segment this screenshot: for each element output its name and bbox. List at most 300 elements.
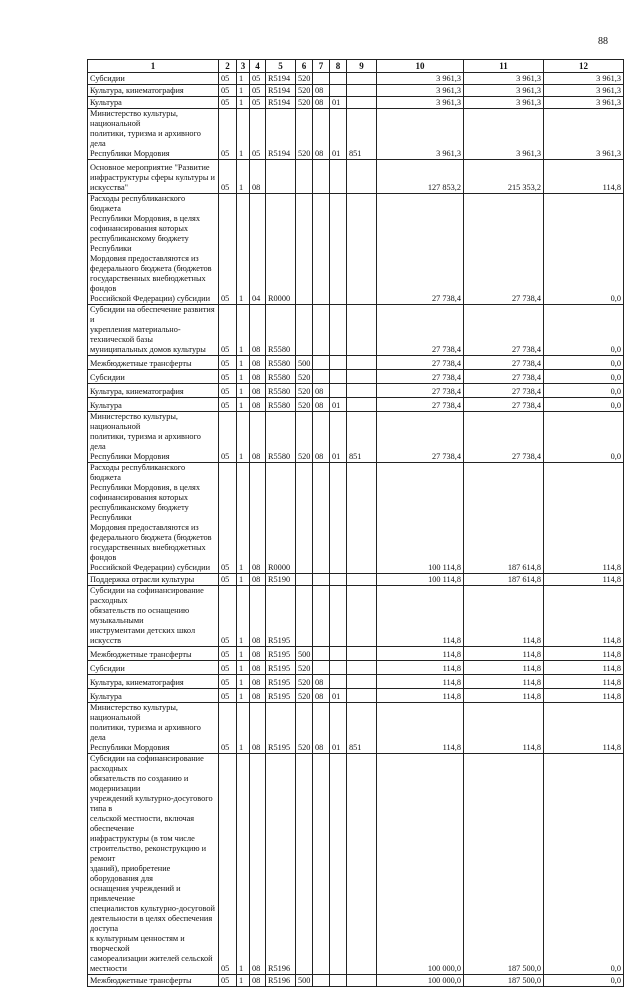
code-cell: 500 <box>296 356 313 370</box>
code-cell <box>296 754 313 975</box>
code-cell: 1 <box>237 703 250 754</box>
code-cell <box>330 384 347 398</box>
code-cell: 1 <box>237 398 250 412</box>
table-row <box>88 586 624 647</box>
code-cell: 05 <box>219 463 237 574</box>
row-name-line: Культура, кинематография <box>90 678 184 687</box>
code-cell: 08 <box>313 412 330 463</box>
code-cell <box>347 754 377 975</box>
table-row <box>88 574 624 586</box>
amount-cell: 27 738,4 <box>464 356 544 370</box>
amount-cell: 114,8 <box>464 703 544 754</box>
code-cell <box>347 160 377 194</box>
code-cell: 1 <box>237 194 250 305</box>
code-cell: R5195 <box>266 586 296 647</box>
code-cell: 520 <box>296 73 313 85</box>
amount-cell: 100 114,8 <box>377 463 464 574</box>
code-cell <box>347 661 377 675</box>
code-cell <box>330 73 347 85</box>
row-name-line: государственных внебюджетных фондов <box>90 274 206 293</box>
code-cell <box>330 975 347 987</box>
code-cell: 851 <box>347 703 377 754</box>
code-cell: 05 <box>250 73 266 85</box>
table-row <box>88 754 624 975</box>
code-cell: R5195 <box>266 675 296 689</box>
table-row <box>88 160 624 194</box>
row-name <box>88 398 219 412</box>
row-name-line: Межбюджетные трансферты <box>90 976 192 985</box>
code-cell <box>330 463 347 574</box>
code-cell: 08 <box>250 398 266 412</box>
code-cell: 08 <box>250 754 266 975</box>
code-cell: 1 <box>237 109 250 160</box>
code-cell <box>347 675 377 689</box>
row-name-line: инфраструктуры сферы культуры и <box>90 173 215 182</box>
amount-cell: 3 961,3 <box>544 85 624 97</box>
row-name-line: Субсидии <box>90 664 125 673</box>
row-name-line: государственных внебюджетных фондов <box>90 543 206 562</box>
table-body <box>88 73 624 987</box>
code-cell: 01 <box>330 97 347 109</box>
code-cell: 05 <box>219 675 237 689</box>
row-name-line: Республики Мордовия <box>90 149 170 158</box>
amount-cell: 27 738,4 <box>377 412 464 463</box>
code-cell <box>296 586 313 647</box>
column-header: 1 <box>88 60 219 73</box>
row-name <box>88 109 219 160</box>
row-name-line: муниципальных домов культуры <box>90 345 206 354</box>
code-cell <box>313 305 330 356</box>
code-cell: 1 <box>237 675 250 689</box>
row-name-line: местности <box>90 964 127 973</box>
row-name-line: Республики Мордовия, в целях <box>90 214 200 223</box>
code-cell <box>296 305 313 356</box>
header-row <box>88 60 624 73</box>
table-row <box>88 675 624 689</box>
amount-cell: 3 961,3 <box>544 109 624 160</box>
code-cell: 1 <box>237 975 250 987</box>
code-cell: 05 <box>219 97 237 109</box>
code-cell: 1 <box>237 412 250 463</box>
row-name-line: обязательств по созданию и модернизации <box>90 774 189 793</box>
code-cell: 520 <box>296 675 313 689</box>
row-name <box>88 463 219 574</box>
code-cell: 08 <box>250 586 266 647</box>
row-name-line: строительство, реконструкцию и ремонт <box>90 844 207 863</box>
code-cell: 851 <box>347 412 377 463</box>
column-header: 11 <box>464 60 544 73</box>
code-cell: 05 <box>219 574 237 586</box>
code-cell <box>347 975 377 987</box>
amount-cell: 0,0 <box>544 305 624 356</box>
code-cell: 05 <box>219 194 237 305</box>
amount-cell: 114,8 <box>464 586 544 647</box>
code-cell: 05 <box>219 661 237 675</box>
code-cell <box>313 370 330 384</box>
row-name-line: Расходы республиканского бюджета <box>90 194 186 213</box>
row-name-line: Субсидии на софинансирование расходных <box>90 754 204 773</box>
column-header: 8 <box>330 60 347 73</box>
table-row <box>88 975 624 987</box>
code-cell: 01 <box>330 689 347 703</box>
code-cell: 08 <box>250 975 266 987</box>
amount-cell: 114,8 <box>464 675 544 689</box>
code-cell: 1 <box>237 574 250 586</box>
row-name-line: Поддержка отрасли культуры <box>90 575 195 584</box>
amount-cell: 114,8 <box>377 647 464 661</box>
amount-cell: 0,0 <box>544 412 624 463</box>
amount-cell: 27 738,4 <box>377 194 464 305</box>
code-cell: 520 <box>296 97 313 109</box>
code-cell <box>347 85 377 97</box>
amount-cell: 27 738,4 <box>464 194 544 305</box>
row-name-line: деятельности в целях обеспечения доступа <box>90 914 213 933</box>
table-row <box>88 370 624 384</box>
row-name-line: Культура <box>90 98 122 107</box>
row-name <box>88 194 219 305</box>
row-name <box>88 703 219 754</box>
amount-cell: 27 738,4 <box>377 398 464 412</box>
row-name <box>88 661 219 675</box>
amount-cell: 114,8 <box>544 647 624 661</box>
code-cell: 01 <box>330 703 347 754</box>
amount-cell: 27 738,4 <box>464 412 544 463</box>
row-name <box>88 370 219 384</box>
row-name <box>88 356 219 370</box>
code-cell: R5196 <box>266 754 296 975</box>
code-cell: 520 <box>296 689 313 703</box>
row-name-line: федерального бюджета (бюджетов <box>90 264 212 273</box>
row-name-line: Российской Федерации) субсидии <box>90 294 211 303</box>
amount-cell: 100 000,0 <box>377 754 464 975</box>
code-cell <box>347 73 377 85</box>
code-cell: R5194 <box>266 85 296 97</box>
code-cell: 05 <box>219 689 237 703</box>
row-name-line: специалистов культурно-досуговой <box>90 904 215 913</box>
code-cell: 08 <box>250 689 266 703</box>
code-cell: 851 <box>347 109 377 160</box>
amount-cell: 187 500,0 <box>464 975 544 987</box>
row-name <box>88 647 219 661</box>
amount-cell: 0,0 <box>544 356 624 370</box>
code-cell: 05 <box>219 703 237 754</box>
column-header: 4 <box>250 60 266 73</box>
amount-cell: 127 853,2 <box>377 160 464 194</box>
code-cell: 1 <box>237 384 250 398</box>
code-cell <box>330 661 347 675</box>
table-row <box>88 384 624 398</box>
row-name-line: самореализации жителей сельской <box>90 954 213 963</box>
code-cell: 08 <box>313 703 330 754</box>
code-cell <box>313 194 330 305</box>
code-cell: 08 <box>313 109 330 160</box>
row-name-line: республиканскому бюджету Республики <box>90 234 189 253</box>
code-cell: 08 <box>250 412 266 463</box>
code-cell <box>313 356 330 370</box>
amount-cell: 3 961,3 <box>377 97 464 109</box>
amount-cell: 3 961,3 <box>377 109 464 160</box>
code-cell <box>313 647 330 661</box>
code-cell: R5580 <box>266 384 296 398</box>
amount-cell: 27 738,4 <box>464 398 544 412</box>
code-cell <box>330 675 347 689</box>
code-cell: 08 <box>250 160 266 194</box>
code-cell: 05 <box>250 97 266 109</box>
row-name-line: Республики Мордовия <box>90 743 170 752</box>
amount-cell: 114,8 <box>544 661 624 675</box>
code-cell: 05 <box>219 754 237 975</box>
code-cell: 04 <box>250 194 266 305</box>
table-row <box>88 356 624 370</box>
row-name-line: Основное мероприятие "Развитие <box>90 163 210 172</box>
row-name-line: Республики Мордовия, в целях <box>90 483 200 492</box>
code-cell: 05 <box>219 398 237 412</box>
code-cell: 08 <box>250 356 266 370</box>
row-name-line: Культура <box>90 692 122 701</box>
row-name-line: Министерство культуры, национальной <box>90 703 178 722</box>
row-name-line: политики, туризма и архивного дела <box>90 129 201 148</box>
row-name <box>88 73 219 85</box>
amount-cell: 3 961,3 <box>464 85 544 97</box>
row-name-line: Межбюджетные трансферты <box>90 650 192 659</box>
column-header: 7 <box>313 60 330 73</box>
code-cell: 520 <box>296 370 313 384</box>
code-cell <box>347 370 377 384</box>
row-name-line: зданий), приобретение оборудования для <box>90 864 171 883</box>
code-cell <box>347 384 377 398</box>
code-cell: 08 <box>250 370 266 384</box>
amount-cell: 27 738,4 <box>464 305 544 356</box>
table-row <box>88 661 624 675</box>
code-cell: 520 <box>296 703 313 754</box>
code-cell: 500 <box>296 975 313 987</box>
code-cell <box>347 356 377 370</box>
amount-cell: 3 961,3 <box>464 97 544 109</box>
code-cell <box>296 194 313 305</box>
code-cell <box>313 754 330 975</box>
code-cell <box>266 160 296 194</box>
amount-cell: 114,8 <box>377 675 464 689</box>
code-cell <box>347 463 377 574</box>
row-name-line: Субсидии <box>90 74 125 83</box>
code-cell <box>330 356 347 370</box>
table-row <box>88 73 624 85</box>
code-cell: 1 <box>237 305 250 356</box>
code-cell <box>330 85 347 97</box>
code-cell: R5190 <box>266 574 296 586</box>
code-cell <box>313 574 330 586</box>
table-row <box>88 463 624 574</box>
code-cell: 520 <box>296 384 313 398</box>
amount-cell: 0,0 <box>544 384 624 398</box>
code-cell: 520 <box>296 398 313 412</box>
amount-cell: 114,8 <box>544 703 624 754</box>
code-cell <box>330 586 347 647</box>
code-cell: R5580 <box>266 305 296 356</box>
row-name-line: Субсидии на обеспечение развития и <box>90 305 215 324</box>
code-cell: R5580 <box>266 356 296 370</box>
row-name-line: Республики Мордовия <box>90 452 170 461</box>
amount-cell: 114,8 <box>377 586 464 647</box>
row-name-line: оснащения учреждений и привлечение <box>90 884 181 903</box>
amount-cell: 114,8 <box>544 675 624 689</box>
table-row <box>88 109 624 160</box>
code-cell <box>313 160 330 194</box>
amount-cell: 3 961,3 <box>377 85 464 97</box>
code-cell <box>330 370 347 384</box>
code-cell: 08 <box>313 97 330 109</box>
code-cell <box>347 574 377 586</box>
amount-cell: 3 961,3 <box>464 109 544 160</box>
row-name-line: Министерство культуры, национальной <box>90 109 178 128</box>
column-header: 3 <box>237 60 250 73</box>
code-cell: 1 <box>237 586 250 647</box>
code-cell: 08 <box>250 384 266 398</box>
code-cell: 08 <box>313 85 330 97</box>
amount-cell: 187 500,0 <box>464 754 544 975</box>
code-cell: R5194 <box>266 97 296 109</box>
code-cell: 1 <box>237 73 250 85</box>
row-name <box>88 160 219 194</box>
code-cell <box>347 689 377 703</box>
amount-cell: 187 614,8 <box>464 463 544 574</box>
amount-cell: 3 961,3 <box>464 73 544 85</box>
amount-cell: 114,8 <box>464 647 544 661</box>
amount-cell: 3 961,3 <box>377 73 464 85</box>
code-cell: 08 <box>313 689 330 703</box>
code-cell: R5195 <box>266 661 296 675</box>
row-name-line: искусства" <box>90 183 129 192</box>
amount-cell: 215 353,2 <box>464 160 544 194</box>
code-cell: 520 <box>296 661 313 675</box>
row-name <box>88 412 219 463</box>
amount-cell: 114,8 <box>544 160 624 194</box>
code-cell: 05 <box>219 384 237 398</box>
table-row <box>88 398 624 412</box>
row-name-line: к культурным ценностям и творческой <box>90 934 185 953</box>
code-cell <box>330 574 347 586</box>
amount-cell: 114,8 <box>464 661 544 675</box>
column-header: 6 <box>296 60 313 73</box>
amount-cell: 100 000,0 <box>377 975 464 987</box>
code-cell <box>313 586 330 647</box>
code-cell: 05 <box>219 647 237 661</box>
amount-cell: 27 738,4 <box>377 370 464 384</box>
code-cell: 1 <box>237 85 250 97</box>
row-name <box>88 97 219 109</box>
row-name <box>88 754 219 975</box>
row-name-line: Министерство культуры, национальной <box>90 412 178 431</box>
code-cell: 1 <box>237 647 250 661</box>
code-cell <box>313 975 330 987</box>
row-name-line: инструментами детских школ искусств <box>90 626 196 645</box>
amount-cell: 0,0 <box>544 370 624 384</box>
code-cell <box>313 661 330 675</box>
code-cell <box>330 647 347 661</box>
row-name-line: софинансирования которых <box>90 493 189 502</box>
row-name-line: политики, туризма и архивного дела <box>90 432 201 451</box>
column-header: 2 <box>219 60 237 73</box>
code-cell: 08 <box>313 675 330 689</box>
code-cell: 1 <box>237 463 250 574</box>
code-cell: 08 <box>250 703 266 754</box>
row-name <box>88 305 219 356</box>
code-cell: R5580 <box>266 412 296 463</box>
code-cell: 08 <box>250 675 266 689</box>
row-name-line: Культура, кинематография <box>90 86 184 95</box>
code-cell <box>330 754 347 975</box>
amount-cell: 27 738,4 <box>464 370 544 384</box>
code-cell: 520 <box>296 412 313 463</box>
row-name <box>88 384 219 398</box>
code-cell: 05 <box>219 73 237 85</box>
amount-cell: 0,0 <box>544 194 624 305</box>
code-cell: R5580 <box>266 370 296 384</box>
code-cell: 08 <box>250 463 266 574</box>
code-cell: 520 <box>296 109 313 160</box>
code-cell <box>347 97 377 109</box>
row-name <box>88 85 219 97</box>
code-cell: 05 <box>250 85 266 97</box>
amount-cell: 114,8 <box>544 574 624 586</box>
code-cell: 05 <box>219 160 237 194</box>
code-cell: 08 <box>250 661 266 675</box>
code-cell: R5194 <box>266 109 296 160</box>
row-name <box>88 586 219 647</box>
row-name-line: федерального бюджета (бюджетов <box>90 533 212 542</box>
code-cell: 01 <box>330 109 347 160</box>
code-cell: 1 <box>237 754 250 975</box>
code-cell: R5195 <box>266 703 296 754</box>
code-cell: R5196 <box>266 975 296 987</box>
code-cell <box>330 194 347 305</box>
code-cell: 08 <box>313 398 330 412</box>
code-cell: 1 <box>237 97 250 109</box>
code-cell: 05 <box>219 412 237 463</box>
row-name-line: Расходы республиканского бюджета <box>90 463 186 482</box>
row-name-line: обязательств по оснащению музыкальными <box>90 606 190 625</box>
amount-cell: 114,8 <box>544 586 624 647</box>
code-cell: 05 <box>219 356 237 370</box>
code-cell: 1 <box>237 370 250 384</box>
amount-cell: 27 738,4 <box>464 384 544 398</box>
code-cell: 08 <box>313 384 330 398</box>
code-cell: 08 <box>250 647 266 661</box>
code-cell: 500 <box>296 647 313 661</box>
table-row <box>88 97 624 109</box>
code-cell: R5195 <box>266 647 296 661</box>
code-cell: R0000 <box>266 463 296 574</box>
table-row <box>88 412 624 463</box>
code-cell <box>347 398 377 412</box>
row-name-line: Субсидии на софинансирование расходных <box>90 586 204 605</box>
code-cell: 05 <box>219 975 237 987</box>
code-cell <box>296 574 313 586</box>
row-name-line: учреждений культурно-досугового типа в <box>90 794 213 813</box>
table-row <box>88 703 624 754</box>
amount-cell: 114,8 <box>464 689 544 703</box>
row-name-line: Российской Федерации) субсидии <box>90 563 211 572</box>
row-name <box>88 975 219 987</box>
code-cell <box>330 305 347 356</box>
amount-cell: 114,8 <box>544 689 624 703</box>
row-name-line: укрепления материально-технической базы <box>90 325 181 344</box>
code-cell <box>347 647 377 661</box>
code-cell: 01 <box>330 412 347 463</box>
table-row <box>88 85 624 97</box>
code-cell: 05 <box>219 370 237 384</box>
row-name <box>88 689 219 703</box>
